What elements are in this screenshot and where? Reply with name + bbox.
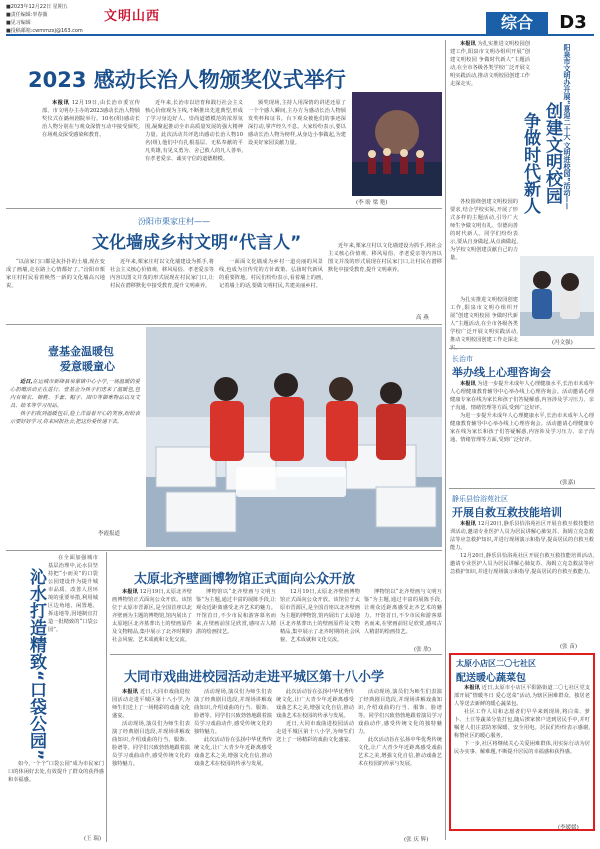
article-mural-byline: (张 欣) — [414, 647, 432, 653]
sidebar-jinci-byline: (张 苗) — [560, 644, 578, 650]
article-main-lead: 本报讯 — [52, 100, 70, 106]
sidebar-campus-para1: 为扎实推进文明校园创建工作,阳泉市文明办组织开展“创建文明校园 争做时代新人”主题活动,在全市各级各类学校广泛开展文明实践活动,推动文明校园创建工作走深走实。 — [450, 41, 530, 87]
article-culture-kicker: 汾阳市栗家庄村—— — [138, 217, 210, 226]
article-main-col3 — [248, 99, 346, 195]
article-main-col1 — [42, 99, 140, 195]
article-culture-headline: 文化墙成乡村文明“代言人” — [92, 233, 302, 253]
article-culture-para1: “以前家门口都是灰扑扑的土墙,现在变成了画墙,走在路上心情都好了。”汾阳市栗家庄村村民看着焕然一新的文化墙高兴地说。 — [6, 259, 105, 289]
article-main-col2 — [145, 99, 243, 195]
article-qinshui-col2 — [8, 760, 104, 832]
article-opera-para3: 此次活动旨在弘扬中华优秀传统文化,让广大青少年近距离感受戏曲艺术之美,增强文化自信,推动戏曲艺术在校园的传承与发展。 — [276, 689, 354, 719]
article-qinshui-byline: (王 瑞) — [84, 836, 102, 842]
article-mural-para1: 12月19日,太原北齐壁画博物馆正式面向公众开放。该馆位于太原市晋源区,是全国首座以北齐壁画为主题的博物馆,馆内展出了太原地区北齐墓葬出土的壁画原件及文物精品,集中展示了北齐时期的社会风貌、艺术成就和文化交流。 — [112, 589, 192, 643]
masthead-meta — [6, 3, 83, 35]
article-opera-col2 — [194, 688, 272, 833]
sidebar-veggies-lead: 本报讯 — [464, 685, 480, 691]
divider-4 — [110, 654, 442, 655]
sidebar-campus-big-title-2: 争做时代新人 — [520, 112, 540, 214]
masthead-editor: ■责任编辑:辜春薇 — [6, 12, 48, 18]
article-opera-para4: 活动现场,演员们为师生们表演了经典剧目选段,并现场讲解戏曲知识,介绍戏曲的行当、服饰、脸谱等。同学们兴致勃勃地跟着演员学习戏曲动作,感受传统文化的独特魅力。 — [358, 689, 442, 735]
masthead-email: ■投稿邮箱:cwmmzxj@163.com — [6, 28, 83, 34]
divider-2 — [6, 324, 442, 325]
article-qinshui-para2: 如今,一个个“口袋公园”成为市民家门口的休闲好去处,有效提升了群众的获得感和幸福感。 — [8, 761, 104, 783]
divider-3 — [6, 550, 442, 551]
sidebar-divider — [445, 40, 446, 840]
sidebar-psych-kicker: 长治市 — [452, 355, 473, 363]
article-opera-col1 — [112, 688, 190, 833]
article-mittens-headline-2: 爱意暖童心 — [60, 360, 115, 373]
sidebar-psych-byline: (张嘉) — [560, 480, 576, 486]
sidebar-campus-col3 — [450, 296, 518, 343]
article-culture-col2 — [110, 258, 214, 320]
article-mittens-para2: 孩子们收到温暖包后,脸上洋溢着开心的笑容,纷纷表示要好好学习,将来回报社会,把这份爱传递下去。 — [10, 411, 140, 425]
article-opera-headline: 大同市戏曲进校园活动走进平城区第十八小学 — [124, 670, 385, 685]
article-mural-para3: 12月19日,太原北齐壁画博物馆正式面向公众开放。该馆位于太原市晋源区,是全国首座以北齐壁画为主题的博物馆,馆内展出了太原地区北齐墓葬出土的壁画原件及文物精品,集中展示了北齐时期的社会风貌、艺术成就和文化交流。 — [280, 589, 360, 643]
article-mittens-para1: 在运城市新绛县泉掌镇中心小学,一场温暖的爱心捐赠活动正在进行。壹基金为孩子们送来了温暖包,包内有棉衣、棉鞋、手套、帽子、围巾等御寒物品以及文具、绘本等学习用品。 — [10, 379, 140, 409]
sidebar-campus-col1 — [450, 40, 530, 198]
article-opera-para2: 活动现场,演员们为师生们表演了经典剧目选段,并现场讲解戏曲知识,介绍戏曲的行当、服饰、脸谱等。同学们兴致勃勃地跟着演员学习戏曲动作,感受传统文化的独特魅力。 — [194, 689, 272, 735]
sidebar-veggies-para3: 下一步,社区将继续关心关爱困难群体,用实际行动为居民办实事、解难题,不断提升居民的幸福感和获得感。 — [454, 741, 590, 755]
sidebar-psych-headline: 举办线上心理咨询会 — [452, 366, 551, 379]
article-main-para1: 12月19日,由长治市委宣传部、市文明办主办的2023感动长治人物颁奖仪式在潞州剧院举行。10名(组)感动长治人物分别在与观众深情互动中接受颁奖,在场观众深受感染和教育。 — [42, 100, 140, 138]
page-number: D3 — [559, 12, 587, 33]
article-opera-para1: 近日,大同市戏曲进校园活动走进平城区第十八小学,为师生们送上了一场精彩的戏曲文化盛宴。 — [112, 689, 190, 719]
sidebar-divider-1 — [449, 348, 595, 349]
article-main-byline: (李 盼 梁 艳) — [356, 200, 388, 206]
sidebar-campus-photo-students — [520, 256, 594, 336]
divider-qinshui — [106, 552, 107, 842]
sidebar-divider-2 — [449, 488, 595, 489]
article-opera-para3b: 近日,大同市戏曲进校园活动走进平城区第十八小学,为师生们送上了一场精彩的戏曲文化盛宴。 — [276, 721, 354, 743]
sidebar-campus-lead: 本报讯 — [460, 41, 476, 47]
article-mural-col2 — [196, 588, 276, 644]
article-culture-para3: 一面面文化墙成为乡村一道亮丽的风景线,也成为宣传党的方针政策、弘扬时代新风的重要阵地。村民们纷纷表示,看着墙上的画,记着墙上的话,要做文明村民,共建美丽乡村。 — [219, 259, 323, 289]
sidebar-campus-col2 — [450, 198, 518, 294]
article-mural-col4 — [364, 588, 442, 644]
sidebar-veggies-byline: (李媛媛) — [558, 825, 579, 831]
article-culture-para3-cont: 近年来,栗家庄村以文化墙建设为抓手,将社会主义核心价值观、移风易俗、孝老爱亲等内容以图文并茂的形式展现在村民家门口,让村民在潜移默化中接受教育,提升文明素养。 — [328, 243, 442, 273]
article-culture-col3 — [219, 258, 323, 320]
article-mural-para4: 博物馆以“北齐壁画与文明互鉴”为主题,通过丰富的展陈手段,让观众近距离感受北齐艺术的魅力。开馆首日,不少市民和游客慕名而来,在壁画前驻足欣赏,感叹古人精湛的绘画技艺。 — [364, 589, 442, 635]
article-culture-col4 — [328, 242, 442, 312]
article-mural-col1 — [112, 588, 192, 644]
article-culture-col1 — [6, 258, 105, 320]
sidebar-jinci-kicker: 静乐县恰浴苑社区 — [452, 495, 508, 503]
sidebar-veggies-para2: 社区工作人员和志愿者们早早来到现场,将白菜、萝卜、土豆等蔬菜分装打包,随后挨家挨户送到居民手中,并叮嘱老人们注意防寒保暖、安全用电。居民们纷纷表示感谢,称赞社区的暖心服务。 — [454, 709, 590, 739]
article-culture-para2: 近年来,栗家庄村以文化墙建设为抓手,将社会主义核心价值观、移风易俗、孝老爱亲等内容以图文并茂的形式展现在村民家门口,让村民在潜移默化中接受教育,提升文明素养。 — [110, 259, 214, 289]
article-opera-para2b: 此次活动旨在弘扬中华优秀传统文化,让广大青少年近距离感受戏曲艺术之美,增强文化自信,推动戏曲艺术在校园的传承与发展。 — [194, 737, 272, 767]
masthead-brand-logo: 文明山西 — [104, 9, 161, 24]
divider-1 — [6, 208, 442, 209]
article-mittens-byline: 李霞报道 — [98, 531, 121, 537]
sidebar-psych-para1: 为进一步提升未成年人心理健康水平,长治市未成年人心理健康教育辅导中心举办线上心理咨询会。活动邀请心理健康专家在线为家长和孩子们答疑解惑,内容涉及学习压力、亲子沟通、情绪管理等方面,受到广泛好评。 — [450, 381, 594, 411]
sidebar-campus-para3: 为扎实推进文明校园创建工作,阳泉市文明办组织开展“创建文明校园 争做时代新人”主题活动,在全市各级各类学校广泛开展文明实践活动,推动文明校园创建工作走深走 — [450, 297, 518, 343]
article-mural-lead: 本报讯 — [122, 589, 138, 595]
sidebar-jinci-text — [450, 520, 594, 648]
sidebar-veggies-headline-1: 太原小店区二〇七社区 — [456, 659, 536, 668]
sidebar-campus-byline: (冯文强) — [552, 340, 573, 346]
article-opera-col4 — [358, 688, 442, 833]
sidebar-jinci-para1: 12月20日,静乐县恰浴苑社区开展自救互救技能培训活动,邀请专业医护人员为居民讲解心肺复苏、海姆立克急救法等应急救护知识,并进行现场演示和指导,提高居民的自救互救能力。 — [450, 521, 594, 551]
article-qinshui-col1 — [48, 554, 98, 754]
article-mural-headline: 太原北齐壁画博物馆正式面向公众开放 — [134, 572, 356, 587]
masthead-proof: ■见习编辑 — [6, 20, 31, 26]
article-mural-para2: 博物馆以“北齐壁画与文明互鉴”为主题,通过丰富的展陈手段,让观众近距离感受北齐艺术的魅力。开馆首日,不少市民和游客慕名而来,在壁画前驻足欣赏,感叹古人精湛的绘画技艺。 — [196, 589, 276, 635]
article-mural-col3 — [280, 588, 360, 644]
section-tag: 综合 — [486, 12, 548, 34]
sidebar-jinci-headline: 开展自救互救技能培训 — [452, 506, 562, 519]
article-main-para3: 颁奖现场,主持人用深情的讲述还原了一个个感人瞬间,主办方为感动长治人物颁发奖杯和证书。台下观众被他们的事迹深深打动,掌声经久不息。大家纷纷表示,要以感动长治人物为榜样,从身边小事做起,为建设美好家园贡献力量。 — [248, 100, 346, 146]
sidebar-jinci-lead: 本报讯 — [460, 521, 476, 527]
article-main-headline: 2023 感动长治人物颁奖仪式举行 — [28, 68, 346, 92]
article-main-photo-stage — [352, 92, 442, 196]
sidebar-psych-lead: 本报讯 — [460, 381, 476, 387]
masthead-rule — [6, 34, 594, 36]
article-qinshui-para1: 在全面加强城市基层治理中,沁水县坚持把“小而美”的口袋公园建设作为提升城市品质、改善人居环境的重要举措,利用城区边角地、闲置地、拆违地等,因地制宜打造一批精致的“口袋公园”。 — [48, 555, 98, 633]
article-culture-byline: 高 燕 — [416, 315, 429, 321]
article-mittens-lead: 近日, — [20, 379, 33, 385]
sidebar-veggies-text — [454, 684, 590, 822]
article-opera-para4b: 此次活动旨在弘扬中华优秀传统文化,让广大青少年近距离感受戏曲艺术之美,增强文化自信,推动戏曲艺术在校园的传承与发展。 — [358, 737, 442, 767]
sidebar-veggies-para1: 近日,太原市小店区平阳路街道二〇七社区党支部开展“情暖冬日 爱心送菜”活动,为辖区困难群众、独居老人等送去新鲜的暖心蔬菜包。 — [454, 685, 590, 707]
article-mittens-text — [10, 378, 140, 526]
article-main-para2: 近年来,长治市以培育和践行社会主义核心价值观为主线,不断推出先进典型,形成了学习身边好人、崇尚道德模范的浓厚氛围,凝聚起推动全市高质量发展的强大精神力量。此次活动共评选出感动长治人物10名(组),他们中有扎根基层、无私奉献的平凡英雄,有见义勇为、舍己救人的凡人善举,有孝老爱亲、诚实守信的道德楷模。 — [145, 100, 243, 162]
sidebar-psych-text — [450, 380, 594, 476]
article-mittens-photo-volunteers — [146, 327, 442, 547]
article-mittens-headline-1: 壹基金温暖包 — [48, 345, 114, 358]
sidebar-campus-para2: 各校围绕创建文明校园的要求,结合学校实际,开展了形式多样的主题活动,引导广大师生争做文明有礼、崇德向善的时代新人。同学们纷纷表示,要从自身做起,从点滴做起,为学校文明创建贡献自己的力量。 — [450, 199, 518, 261]
article-opera-byline: (张 庆 辉) — [404, 837, 429, 843]
sidebar-psych-para2: 为进一步提升未成年人心理健康水平,长治市未成年人心理健康教育辅导中心举办线上心理咨询会。活动邀请心理健康专家在线为家长和孩子们答疑解惑,内容涉及学习压力、亲子沟通、情绪管理等方面,受到广泛好评。 — [450, 413, 594, 443]
article-opera-col3 — [276, 688, 354, 833]
masthead-date: ■2023年12月22日 星期五 — [6, 4, 68, 10]
sidebar-campus-small-title: 阳泉市文明办开展“喜迎二十大 文明进校园”活动—— — [563, 44, 571, 210]
sidebar-campus-big-title-1: 创建文明校园 — [542, 102, 562, 204]
article-opera-para1b: 活动现场,演员们为师生们表演了经典剧目选段,并现场讲解戏曲知识,介绍戏曲的行当、服饰、脸谱等。同学们兴致勃勃地跟着演员学习戏曲动作,感受传统文化的独特魅力。 — [112, 721, 190, 767]
masthead — [0, 0, 600, 40]
sidebar-jinci-para2: 12月20日,静乐县恰浴苑社区开展自救互救技能培训活动,邀请专业医护人员为居民讲解心肺复苏、海姆立克急救法等应急救护知识,并进行现场演示和指导,提高居民的自救互救能力。 — [450, 553, 594, 575]
article-opera-lead: 本报讯 — [122, 689, 139, 695]
sidebar-veggies-headline-2: 配送暖心蔬菜包 — [456, 673, 526, 684]
article-qinshui-title: 沁水打造精致“口袋公园” — [26, 568, 46, 761]
